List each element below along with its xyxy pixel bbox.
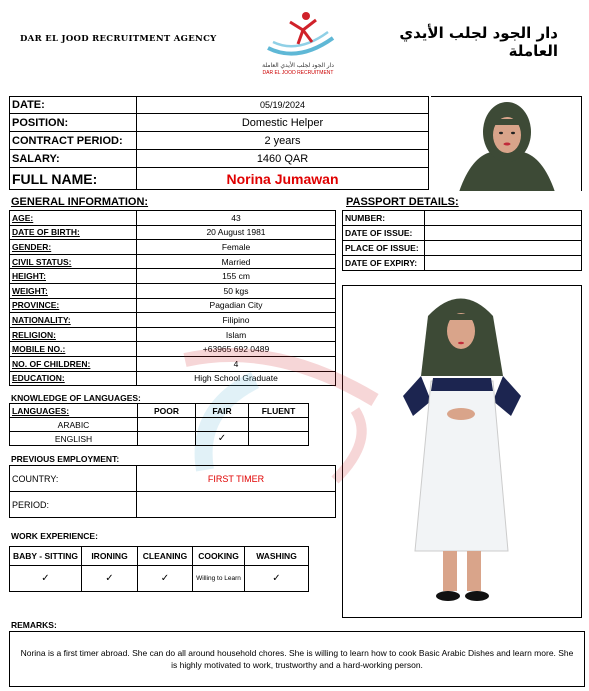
previous-employment-table xyxy=(9,465,336,518)
general-row-label: GENDER: xyxy=(10,240,137,255)
general-row-label: NO. OF CHILDREN: xyxy=(10,356,137,371)
general-row-label: NATIONALITY: xyxy=(10,313,137,328)
work-header: BABY - SITTING xyxy=(10,547,82,566)
passport-row-label: DATE OF ISSUE: xyxy=(343,226,425,241)
agency-logo-icon xyxy=(248,8,348,58)
general-row-value: 155 cm xyxy=(137,269,336,284)
passport-row xyxy=(343,226,582,241)
work-value: ✓ xyxy=(245,566,309,592)
position-value: Domestic Helper xyxy=(137,114,429,132)
salary-label: SALARY: xyxy=(10,150,137,168)
language-poor xyxy=(138,432,196,446)
general-row xyxy=(10,269,336,284)
general-row-label: MOBILE NO.: xyxy=(10,342,137,357)
languages-table xyxy=(9,403,309,446)
general-row-label: PROVINCE: xyxy=(10,298,137,313)
work-value: ✓ xyxy=(138,566,193,592)
passport-row xyxy=(343,241,582,256)
passport-table xyxy=(342,210,582,271)
general-info-title: GENERAL INFORMATION: xyxy=(11,196,149,208)
portrait-photo xyxy=(431,96,582,191)
general-row-label: HEIGHT: xyxy=(10,269,137,284)
general-row xyxy=(10,225,336,240)
agency-logo xyxy=(248,8,348,78)
agency-name-en: DAR EL JOOD RECRUITMENT AGENCY xyxy=(20,34,217,44)
work-header: IRONING xyxy=(82,547,138,566)
work-value: ✓ xyxy=(82,566,138,592)
period-label: PERIOD: xyxy=(10,492,137,518)
language-fair: ✓ xyxy=(196,432,249,446)
agency-name-ar: دار الجود لجلب الأيدي العاملة xyxy=(399,24,558,60)
period-value xyxy=(137,492,336,518)
general-row-value: 50 kgs xyxy=(137,283,336,298)
language-fluent xyxy=(249,418,309,432)
remarks-box xyxy=(9,631,585,687)
general-row-label: WEIGHT: xyxy=(10,283,137,298)
work-experience-title: WORK EXPERIENCE: xyxy=(11,531,98,541)
general-row-label: AGE: xyxy=(10,211,137,226)
general-row-value: Married xyxy=(137,254,336,269)
language-row xyxy=(10,432,309,446)
country-value: FIRST TIMER xyxy=(137,466,336,492)
work-header: WASHING xyxy=(245,547,309,566)
general-row xyxy=(10,240,336,255)
general-row-value: Filipino xyxy=(137,313,336,328)
remarks-title: REMARKS: xyxy=(11,620,57,630)
language-name: ARABIC xyxy=(10,418,138,432)
languages-header-fair: FAIR xyxy=(196,404,249,418)
passport-row-label: PLACE OF ISSUE: xyxy=(343,241,425,256)
general-row-value: +63965 692 0489 xyxy=(137,342,336,357)
passport-row-value xyxy=(425,241,582,256)
general-row-label: CIVIL STATUS: xyxy=(10,254,137,269)
passport-title: PASSPORT DETAILS: xyxy=(346,196,459,208)
language-row xyxy=(10,418,309,432)
language-fluent xyxy=(249,432,309,446)
language-poor xyxy=(138,418,196,432)
contract-label: CONTRACT PERIOD: xyxy=(10,132,137,150)
salary-value: 1460 QAR xyxy=(137,150,429,168)
language-name: ENGLISH xyxy=(10,432,138,446)
contract-value: 2 years xyxy=(137,132,429,150)
passport-row-value xyxy=(425,226,582,241)
general-row xyxy=(10,283,336,298)
general-row-value: 4 xyxy=(137,356,336,371)
header-table xyxy=(9,96,429,190)
logo-text-en: DAR EL JOOD RECRUITMENT xyxy=(262,70,334,76)
work-experience-table xyxy=(9,546,309,592)
languages-header-poor: POOR xyxy=(138,404,196,418)
general-row-label: RELIGION: xyxy=(10,327,137,342)
passport-row-label: NUMBER: xyxy=(343,211,425,226)
previous-employment-title: PREVIOUS EMPLOYMENT: xyxy=(11,454,120,464)
general-row-value: Islam xyxy=(137,327,336,342)
work-header: COOKING xyxy=(193,547,245,566)
passport-row xyxy=(343,256,582,271)
general-row xyxy=(10,298,336,313)
general-row-value: 20 August 1981 xyxy=(137,225,336,240)
languages-header-label: LANGUAGES: xyxy=(10,404,138,418)
language-fair xyxy=(196,418,249,432)
general-row-value: Female xyxy=(137,240,336,255)
fullname-label: FULL NAME: xyxy=(10,168,137,190)
general-row-label: EDUCATION: xyxy=(10,371,137,386)
passport-row xyxy=(343,211,582,226)
general-row-label: DATE OF BIRTH: xyxy=(10,225,137,240)
work-value: Willing to Learn xyxy=(193,566,245,592)
date-value: 05/19/2024 xyxy=(137,97,429,114)
languages-header-fluent: FLUENT xyxy=(249,404,309,418)
position-label: POSITION: xyxy=(10,114,137,132)
passport-row-value xyxy=(425,211,582,226)
portrait-image xyxy=(431,97,582,191)
general-row-value: High School Graduate xyxy=(137,371,336,386)
general-row-value: Pagadian City xyxy=(137,298,336,313)
passport-row-label: DATE OF EXPIRY: xyxy=(343,256,425,271)
general-row-value: 43 xyxy=(137,211,336,226)
languages-title: KNOWLEDGE OF LANGUAGES: xyxy=(11,393,141,403)
date-label: DATE: xyxy=(10,97,137,114)
general-row xyxy=(10,211,336,226)
work-header: CLEANING xyxy=(138,547,193,566)
country-label: COUNTRY: xyxy=(10,466,137,492)
remarks-text: Norina is a first timer abroad. She can do all around household chores. She is willing to learn how to cook Basic Arabic Dishes and learn more. She is highly motivated to work, trustworthy and a hard-working person. xyxy=(20,648,574,670)
passport-row-value xyxy=(425,256,582,271)
general-row xyxy=(10,254,336,269)
logo-text-ar: دار الجود لجلب الأيدي العاملة xyxy=(262,63,334,69)
work-value: ✓ xyxy=(10,566,82,592)
fullname-value: Norina Jumawan xyxy=(137,168,429,190)
